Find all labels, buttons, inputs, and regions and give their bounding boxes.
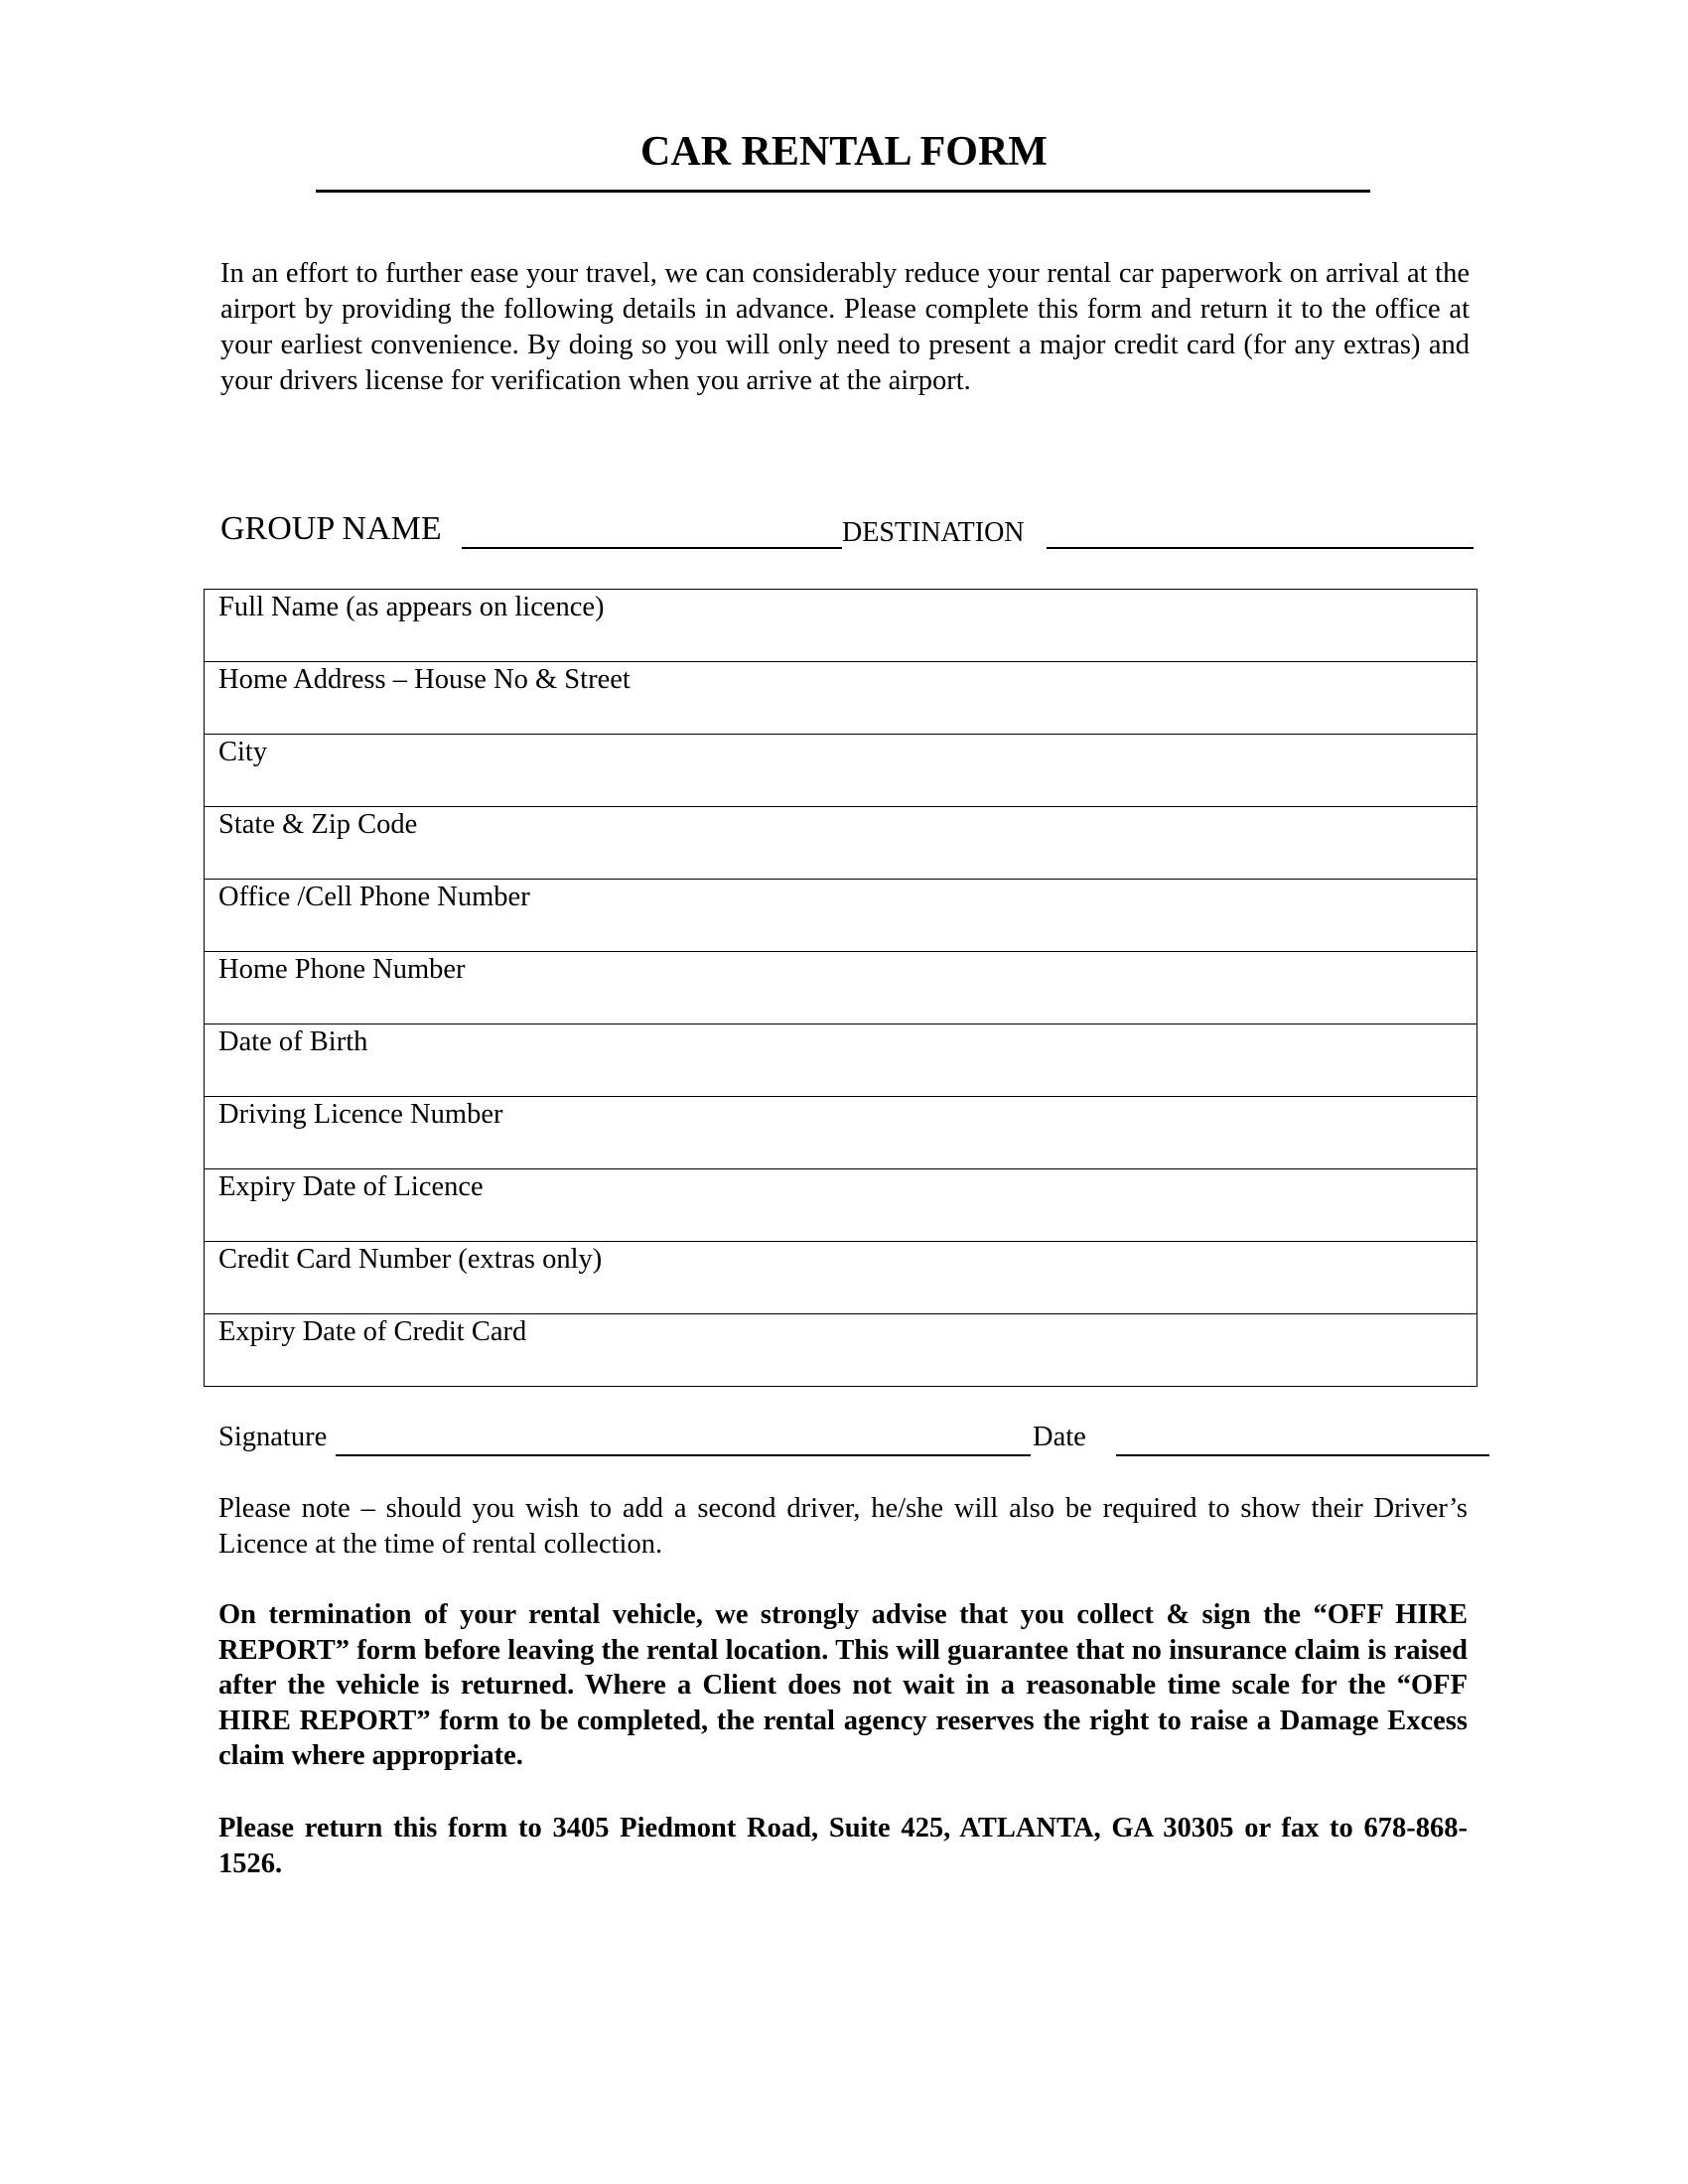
field-row	[205, 1314, 1477, 1387]
field-cell[interactable]	[205, 807, 1477, 880]
field-cell[interactable]	[205, 1242, 1477, 1314]
date-field[interactable]	[1116, 1454, 1489, 1456]
field-cell[interactable]	[205, 1024, 1477, 1097]
signature-field[interactable]	[336, 1454, 1031, 1456]
group-name-label: GROUP NAME	[220, 510, 442, 547]
field-label: Home Phone Number	[218, 954, 466, 985]
field-label: Credit Card Number (extras only)	[218, 1244, 603, 1275]
title-underline	[316, 190, 1370, 193]
signature-label: Signature	[218, 1422, 328, 1452]
field-cell[interactable]	[205, 1169, 1477, 1242]
destination-field[interactable]	[1047, 547, 1474, 549]
field-label: Office /Cell Phone Number	[218, 882, 530, 912]
field-cell[interactable]	[205, 590, 1477, 662]
field-label: Date of Birth	[218, 1026, 368, 1057]
field-row	[205, 807, 1477, 880]
field-row	[205, 1242, 1477, 1314]
field-label: City	[218, 737, 268, 767]
field-cell[interactable]	[205, 662, 1477, 735]
field-label: Expiry Date of Credit Card	[218, 1316, 527, 1347]
field-label: Home Address – House No & Street	[218, 664, 631, 695]
field-row	[205, 735, 1477, 807]
return-notice: Please return this form to 3405 Piedmont Road, Suite 425, ATLANTA, GA 30305 or fax to 678-868-1526.	[218, 1813, 1468, 1879]
field-cell[interactable]	[205, 952, 1477, 1024]
field-row	[205, 1169, 1477, 1242]
details-table	[204, 589, 1477, 1387]
field-row	[205, 880, 1477, 952]
field-label: Driving Licence Number	[218, 1099, 503, 1130]
destination-label: DESTINATION	[842, 517, 1025, 548]
termination-notice: On termination of your rental vehicle, we strongly advise that you collect & sign the “OFF HIRE REPORT” form before leaving the rental location. This will guarantee that no insurance claim is raised after the vehicle is returned. Where a Client does not wait in a reasonable time scale for the “OFF HIRE REPORT” form to be completed, the rental agency reserves the right to raise a Damage Excess claim where appropriate.	[218, 1599, 1468, 1771]
field-label: Expiry Date of Licence	[218, 1171, 484, 1202]
field-row	[205, 662, 1477, 735]
second-driver-note: Please note – should you wish to add a second driver, he/she will also be required to show their Driver’s Licence at the time of rental collection.	[218, 1493, 1468, 1560]
field-label: State & Zip Code	[218, 809, 418, 840]
date-label: Date	[1033, 1422, 1086, 1452]
field-cell[interactable]	[205, 1097, 1477, 1169]
field-cell[interactable]	[205, 880, 1477, 952]
field-row	[205, 590, 1477, 662]
field-label: Full Name (as appears on licence)	[218, 592, 605, 622]
intro-paragraph: In an effort to further ease your travel, we can considerably reduce your rental car paperwork on arrival at the airport by providing the following details in advance. Please complete this form and return it to the office at your earliest convenience. By doing so you will only need to present a major credit card (for any extras) and your drivers license for verification when you arrive at the airport.	[220, 258, 1470, 396]
field-row	[205, 1024, 1477, 1097]
field-cell[interactable]	[205, 735, 1477, 807]
signature-row	[218, 1418, 1460, 1457]
field-cell[interactable]	[205, 1314, 1477, 1387]
form-title: CAR RENTAL FORM	[640, 129, 1048, 175]
group-name-field[interactable]	[462, 547, 842, 549]
field-row	[205, 952, 1477, 1024]
header-fields	[220, 504, 1474, 554]
field-row	[205, 1097, 1477, 1169]
